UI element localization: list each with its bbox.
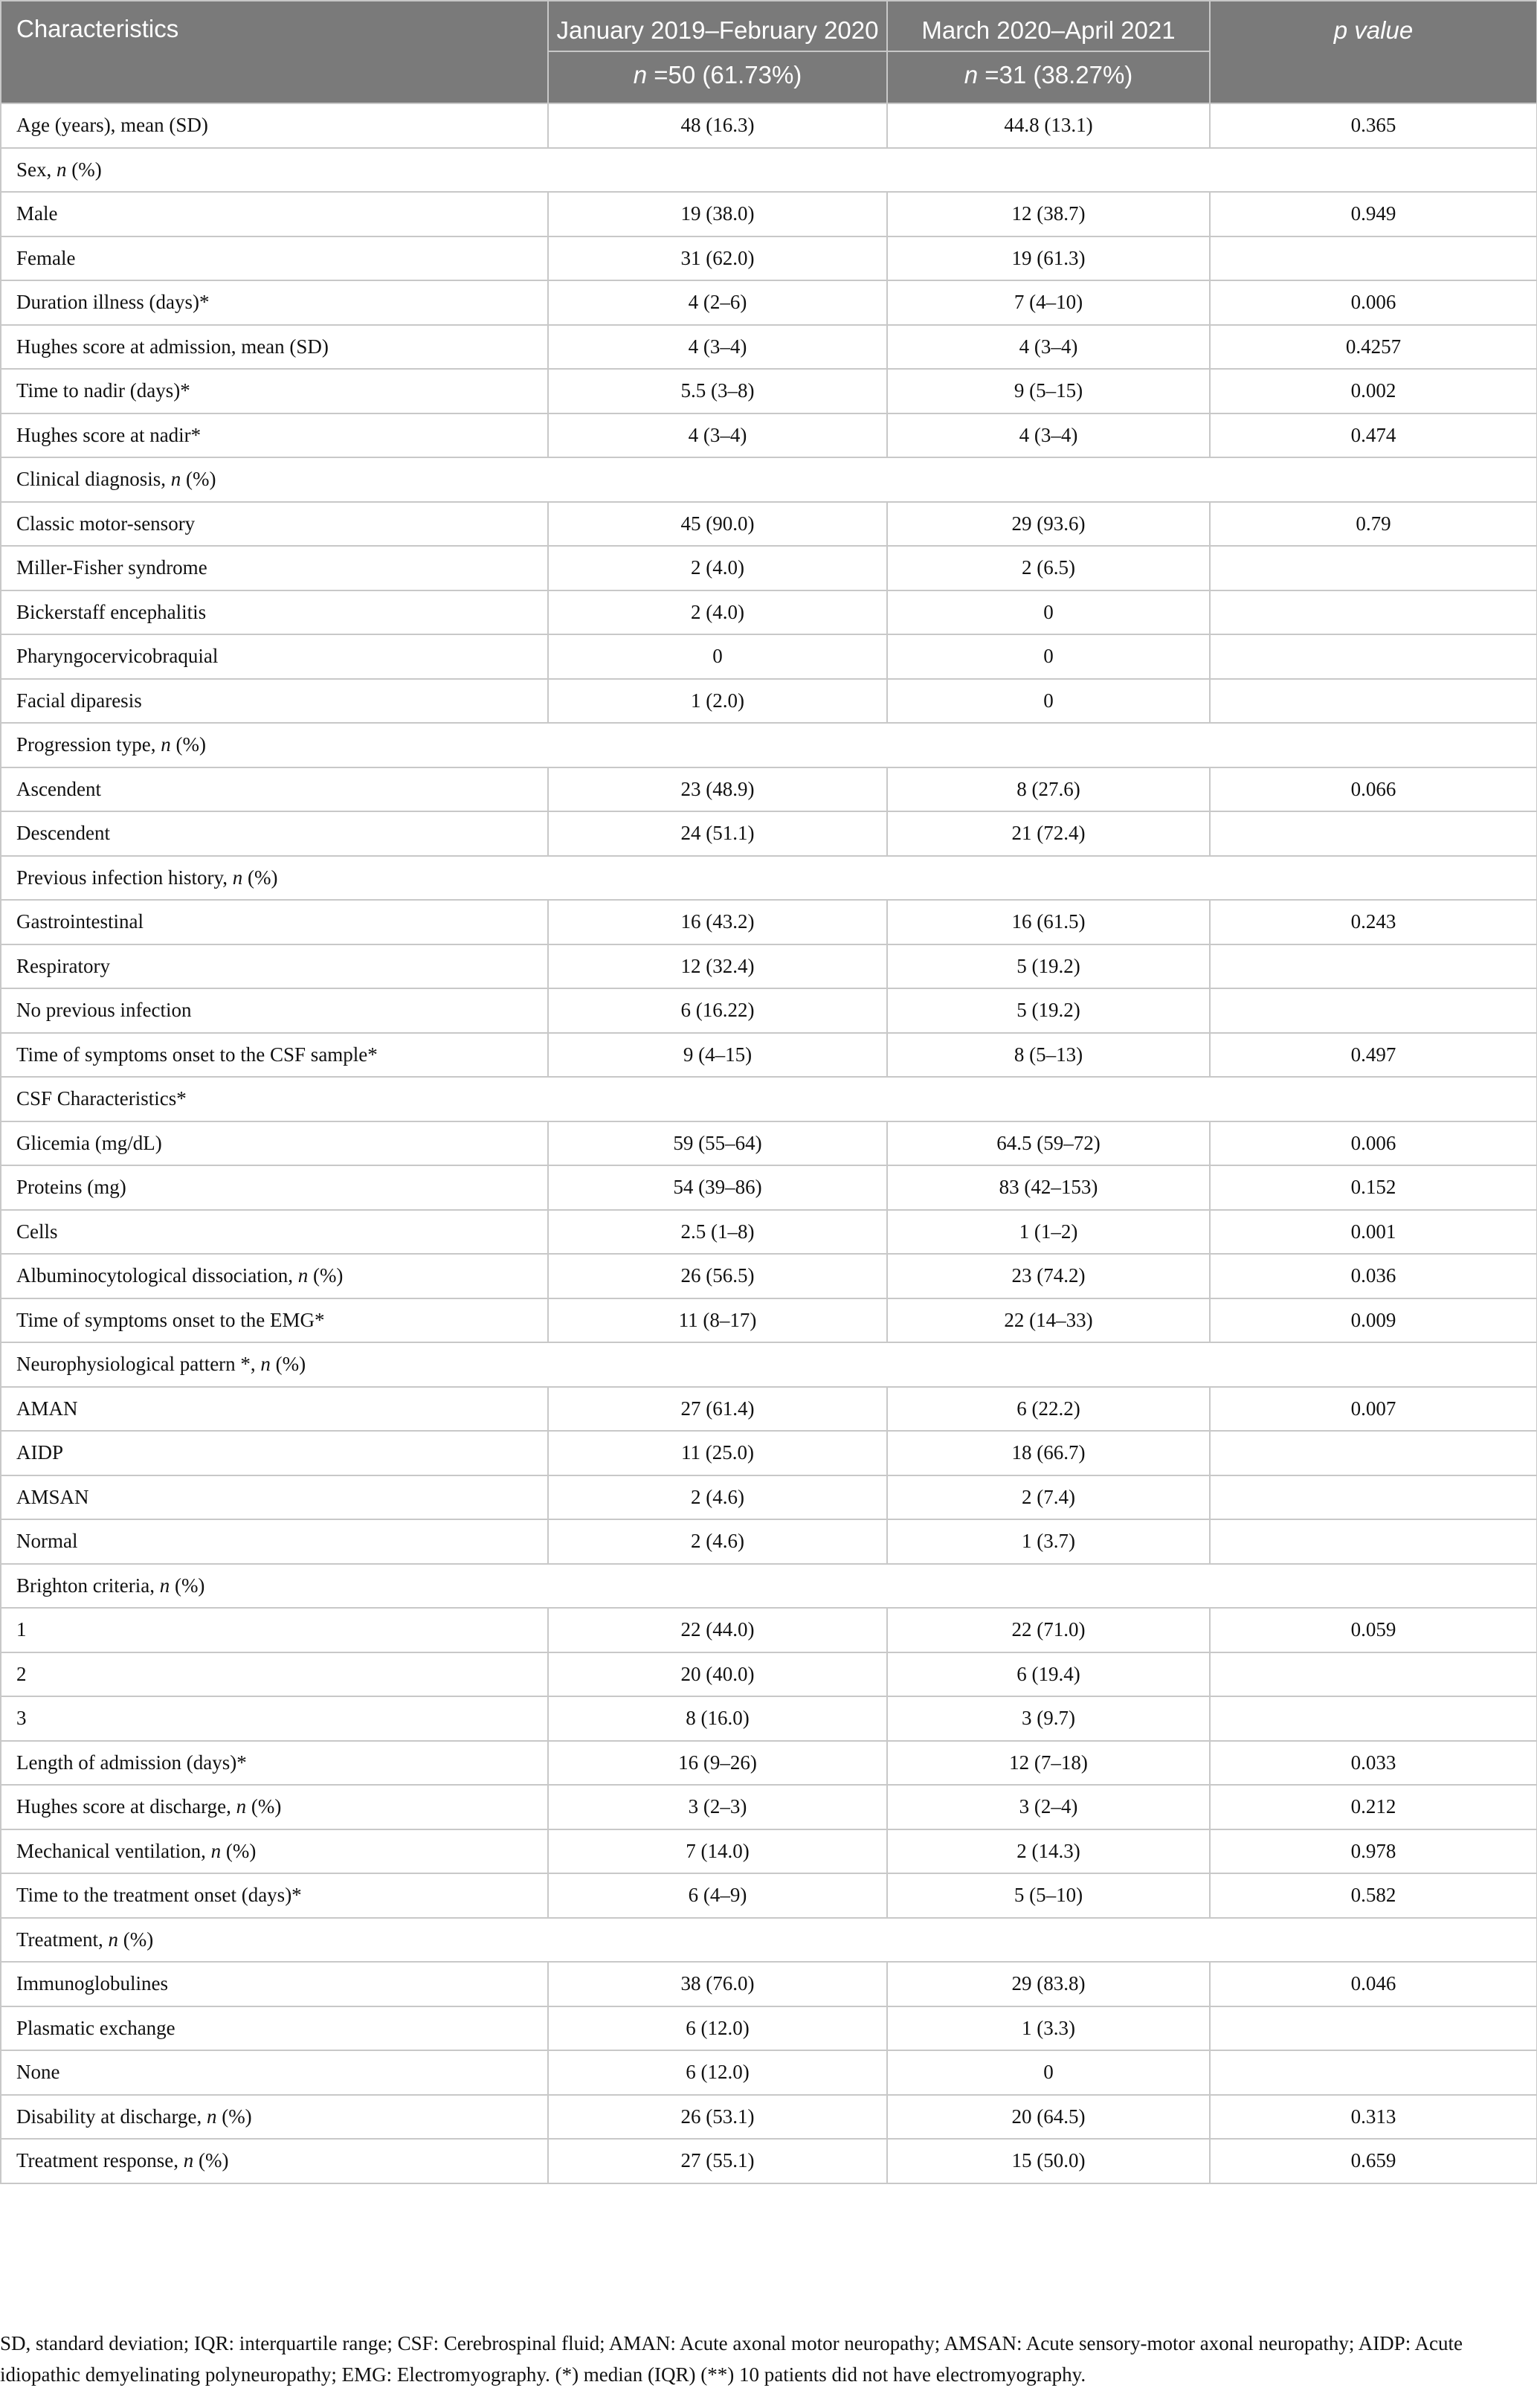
cell-p-value: 0.243 xyxy=(1210,900,1537,944)
cell-p-value: 0.046 xyxy=(1210,1962,1537,2006)
cell-period-1: 23 (48.9) xyxy=(548,767,887,812)
cell-period-1: 6 (16.22) xyxy=(548,988,887,1033)
table-row xyxy=(1,944,1537,989)
table-section-row xyxy=(1,856,1537,901)
table-row xyxy=(1,1873,1537,1918)
row-label: Time of symptoms onset to the EMG* xyxy=(1,1298,548,1343)
cell-period-1: 9 (4–15) xyxy=(548,1033,887,1078)
cell-period-1: 24 (51.1) xyxy=(548,811,887,856)
table-row xyxy=(1,1387,1537,1432)
row-label: 1 xyxy=(1,1608,548,1652)
table-row xyxy=(1,1741,1537,1786)
table-row xyxy=(1,679,1537,724)
table-row xyxy=(1,1033,1537,1078)
cell-period-2: 19 (61.3) xyxy=(887,236,1210,281)
table-row xyxy=(1,2139,1537,2183)
row-label: Time to the treatment onset (days)* xyxy=(1,1873,548,1918)
cell-p-value: 0.313 xyxy=(1210,2095,1537,2140)
cell-p-value: 0.365 xyxy=(1210,103,1537,148)
row-label: AIDP xyxy=(1,1431,548,1475)
cell-period-2: 8 (5–13) xyxy=(887,1033,1210,1078)
table-section-row xyxy=(1,723,1537,767)
cell-period-2: 1 (1–2) xyxy=(887,1210,1210,1255)
cell-p-value: 0.212 xyxy=(1210,1785,1537,1829)
cell-period-2: 9 (5–15) xyxy=(887,369,1210,413)
cell-p-value xyxy=(1210,1652,1537,1697)
table-row xyxy=(1,1254,1537,1298)
cell-period-1: 1 (2.0) xyxy=(548,679,887,724)
cell-period-2: 18 (66.7) xyxy=(887,1431,1210,1475)
cell-p-value xyxy=(1210,811,1537,856)
table-row xyxy=(1,1652,1537,1697)
cell-p-value: 0.79 xyxy=(1210,502,1537,547)
row-label: Time to nadir (days)* xyxy=(1,369,548,413)
cell-period-2: 4 (3–4) xyxy=(887,413,1210,458)
cell-p-value: 0.007 xyxy=(1210,1387,1537,1432)
cell-p-value: 0.002 xyxy=(1210,369,1537,413)
table-row xyxy=(1,1696,1537,1741)
cell-period-1: 5.5 (3–8) xyxy=(548,369,887,413)
cell-p-value: 0.033 xyxy=(1210,1741,1537,1786)
table-row xyxy=(1,1785,1537,1829)
cell-period-2: 0 xyxy=(887,590,1210,635)
cell-period-1: 4 (2–6) xyxy=(548,280,887,325)
cell-p-value xyxy=(1210,944,1537,989)
table-row xyxy=(1,2095,1537,2140)
cell-p-value xyxy=(1210,2050,1537,2095)
cell-p-value: 0.001 xyxy=(1210,1210,1537,1255)
cell-period-1: 11 (25.0) xyxy=(548,1431,887,1475)
table-row xyxy=(1,634,1537,679)
p-symbol: p value xyxy=(1333,16,1414,44)
table-row xyxy=(1,325,1537,370)
table-section-row xyxy=(1,1918,1537,1963)
cell-p-value: 0.497 xyxy=(1210,1033,1537,1078)
row-label: Descendent xyxy=(1,811,548,856)
cell-period-1: 54 (39–86) xyxy=(548,1165,887,1210)
cell-p-value: 0.006 xyxy=(1210,1121,1537,1166)
table-row xyxy=(1,369,1537,413)
cell-period-2: 44.8 (13.1) xyxy=(887,103,1210,148)
cell-period-1: 16 (43.2) xyxy=(548,900,887,944)
table-row xyxy=(1,546,1537,590)
cell-period-2: 2 (7.4) xyxy=(887,1475,1210,1520)
table-row xyxy=(1,2050,1537,2095)
cell-period-2: 20 (64.5) xyxy=(887,2095,1210,2140)
table-section-row xyxy=(1,148,1537,193)
cell-p-value: 0.582 xyxy=(1210,1873,1537,1918)
row-label: AMSAN xyxy=(1,1475,548,1520)
row-label: Treatment response, n (%) xyxy=(1,2139,548,2183)
row-label: Cells xyxy=(1,1210,548,1255)
cell-period-2: 8 (27.6) xyxy=(887,767,1210,812)
row-label: None xyxy=(1,2050,548,2095)
cell-period-2: 2 (14.3) xyxy=(887,1829,1210,1874)
cell-p-value: 0.4257 xyxy=(1210,325,1537,370)
header-p-value xyxy=(1210,1,1537,103)
cell-period-2: 29 (93.6) xyxy=(887,502,1210,547)
cell-period-2: 3 (9.7) xyxy=(887,1696,1210,1741)
table-row xyxy=(1,502,1537,547)
cell-p-value: 0.036 xyxy=(1210,1254,1537,1298)
cell-period-1: 19 (38.0) xyxy=(548,192,887,236)
cell-p-value xyxy=(1210,590,1537,635)
row-label: Immunoglobulines xyxy=(1,1962,548,2006)
cell-period-1: 2 (4.6) xyxy=(548,1475,887,1520)
header-period-2: March 2020–April 2021 xyxy=(887,1,1210,51)
cell-p-value xyxy=(1210,679,1537,724)
cell-p-value xyxy=(1210,2006,1537,2051)
row-label: Bickerstaff encephalitis xyxy=(1,590,548,635)
cell-period-2: 29 (83.8) xyxy=(887,1962,1210,2006)
row-label: Ascendent xyxy=(1,767,548,812)
row-label: Gastrointestinal xyxy=(1,900,548,944)
row-label: Female xyxy=(1,236,548,281)
cell-period-2: 15 (50.0) xyxy=(887,2139,1210,2183)
cell-period-1: 7 (14.0) xyxy=(548,1829,887,1874)
cell-period-1: 27 (61.4) xyxy=(548,1387,887,1432)
table-row xyxy=(1,236,1537,281)
cell-period-2: 23 (74.2) xyxy=(887,1254,1210,1298)
table-row xyxy=(1,1431,1537,1475)
cell-period-1: 45 (90.0) xyxy=(548,502,887,547)
cell-period-1: 48 (16.3) xyxy=(548,103,887,148)
cell-period-2: 1 (3.7) xyxy=(887,1519,1210,1564)
table-row xyxy=(1,1165,1537,1210)
cell-period-2: 21 (72.4) xyxy=(887,811,1210,856)
header-n-period-2: n =31 (38.27%) xyxy=(887,51,1210,103)
cell-p-value xyxy=(1210,1431,1537,1475)
cell-period-1: 12 (32.4) xyxy=(548,944,887,989)
table-body xyxy=(1,103,1537,2183)
cell-p-value: 0.006 xyxy=(1210,280,1537,325)
row-label: Albuminocytological dissociation, n (%) xyxy=(1,1254,548,1298)
row-label: Classic motor-sensory xyxy=(1,502,548,547)
cell-period-1: 8 (16.0) xyxy=(548,1696,887,1741)
table-section-row xyxy=(1,1564,1537,1609)
table-header xyxy=(1,1,1537,103)
row-label: Hughes score at admission, mean (SD) xyxy=(1,325,548,370)
cell-p-value: 0.066 xyxy=(1210,767,1537,812)
cell-period-2: 7 (4–10) xyxy=(887,280,1210,325)
cell-period-2: 5 (19.2) xyxy=(887,944,1210,989)
cell-period-1: 26 (53.1) xyxy=(548,2095,887,2140)
cell-p-value xyxy=(1210,1519,1537,1564)
cell-period-1: 27 (55.1) xyxy=(548,2139,887,2183)
cell-p-value: 0.949 xyxy=(1210,192,1537,236)
table-row xyxy=(1,1210,1537,1255)
section-label: Sex, n (%) xyxy=(1,148,1537,193)
cell-period-2: 0 xyxy=(887,2050,1210,2095)
cell-p-value: 0.009 xyxy=(1210,1298,1537,1343)
cell-period-1: 2 (4.0) xyxy=(548,546,887,590)
table-row xyxy=(1,1475,1537,1520)
cell-period-1: 4 (3–4) xyxy=(548,413,887,458)
section-label: CSF Characteristics* xyxy=(1,1077,1537,1121)
cell-p-value xyxy=(1210,1696,1537,1741)
table-row xyxy=(1,1298,1537,1343)
cell-p-value xyxy=(1210,988,1537,1033)
row-label: Disability at discharge, n (%) xyxy=(1,2095,548,2140)
table-section-row xyxy=(1,457,1537,502)
cell-period-2: 6 (19.4) xyxy=(887,1652,1210,1697)
cell-period-2: 22 (14–33) xyxy=(887,1298,1210,1343)
table-row xyxy=(1,280,1537,325)
cell-period-1: 20 (40.0) xyxy=(548,1652,887,1697)
cell-period-1: 22 (44.0) xyxy=(548,1608,887,1652)
table-row xyxy=(1,1962,1537,2006)
row-label: 2 xyxy=(1,1652,548,1697)
row-label: Hughes score at discharge, n (%) xyxy=(1,1785,548,1829)
cell-period-1: 6 (12.0) xyxy=(548,2006,887,2051)
row-label: Length of admission (days)* xyxy=(1,1741,548,1786)
table-row xyxy=(1,900,1537,944)
section-label: Previous infection history, n (%) xyxy=(1,856,1537,901)
row-label: 3 xyxy=(1,1696,548,1741)
cell-period-1: 2 (4.6) xyxy=(548,1519,887,1564)
cell-period-2: 16 (61.5) xyxy=(887,900,1210,944)
cell-period-2: 1 (3.3) xyxy=(887,2006,1210,2051)
cell-period-2: 4 (3–4) xyxy=(887,325,1210,370)
table-row xyxy=(1,2006,1537,2051)
cell-period-2: 83 (42–153) xyxy=(887,1165,1210,1210)
cell-p-value xyxy=(1210,1475,1537,1520)
cell-period-2: 5 (19.2) xyxy=(887,988,1210,1033)
table-section-row xyxy=(1,1342,1537,1387)
cell-period-2: 0 xyxy=(887,634,1210,679)
cell-p-value: 0.978 xyxy=(1210,1829,1537,1874)
table-row xyxy=(1,1121,1537,1166)
cell-period-1: 38 (76.0) xyxy=(548,1962,887,2006)
row-label: Time of symptoms onset to the CSF sample* xyxy=(1,1033,548,1078)
row-label: Hughes score at nadir* xyxy=(1,413,548,458)
cell-period-2: 5 (5–10) xyxy=(887,1873,1210,1918)
cell-period-2: 12 (7–18) xyxy=(887,1741,1210,1786)
table-row xyxy=(1,1519,1537,1564)
cell-period-1: 2.5 (1–8) xyxy=(548,1210,887,1255)
cell-period-1: 11 (8–17) xyxy=(548,1298,887,1343)
cell-period-1: 31 (62.0) xyxy=(548,236,887,281)
table-row xyxy=(1,988,1537,1033)
table-row xyxy=(1,413,1537,458)
cell-period-1: 3 (2–3) xyxy=(548,1785,887,1829)
section-label: Brighton criteria, n (%) xyxy=(1,1564,1537,1609)
row-label: Glicemia (mg/dL) xyxy=(1,1121,548,1166)
cell-period-2: 12 (38.7) xyxy=(887,192,1210,236)
row-label: Facial diparesis xyxy=(1,679,548,724)
row-label: Normal xyxy=(1,1519,548,1564)
row-label: Mechanical ventilation, n (%) xyxy=(1,1829,548,1874)
cell-period-1: 4 (3–4) xyxy=(548,325,887,370)
row-label: Pharyngocervicobraquial xyxy=(1,634,548,679)
cell-period-1: 16 (9–26) xyxy=(548,1741,887,1786)
cell-period-1: 59 (55–64) xyxy=(548,1121,887,1166)
cell-period-2: 64.5 (59–72) xyxy=(887,1121,1210,1166)
header-n-period-1: n =50 (61.73%) xyxy=(548,51,887,103)
section-label: Neurophysiological pattern *, n (%) xyxy=(1,1342,1537,1387)
row-label: Proteins (mg) xyxy=(1,1165,548,1210)
cell-period-2: 2 (6.5) xyxy=(887,546,1210,590)
cell-period-1: 2 (4.0) xyxy=(548,590,887,635)
row-label: Respiratory xyxy=(1,944,548,989)
table-row xyxy=(1,1608,1537,1652)
section-label: Clinical diagnosis, n (%) xyxy=(1,457,1537,502)
table-section-row xyxy=(1,1077,1537,1121)
row-label: Male xyxy=(1,192,548,236)
header-characteristics: Characteristics xyxy=(1,1,548,103)
table-footnote: SD, standard deviation; IQR: interquartile range; CSF: Cerebrospinal fluid; AMAN: Acute axonal motor neuropathy; AMSAN: Acute sensory-motor axonal neuropathy; AIDP: Acute idiopathic demyelinating polyneuropathy; EMG: Electromyography. (*) median (IQR) (**) 10 patients did not have electromyography. xyxy=(0,2332,1463,2386)
cell-period-1: 26 (56.5) xyxy=(548,1254,887,1298)
cell-p-value: 0.659 xyxy=(1210,2139,1537,2183)
row-label: Age (years), mean (SD) xyxy=(1,103,548,148)
cell-period-1: 6 (4–9) xyxy=(548,1873,887,1918)
table-row xyxy=(1,590,1537,635)
cell-period-2: 22 (71.0) xyxy=(887,1608,1210,1652)
row-label: Duration illness (days)* xyxy=(1,280,548,325)
table-row xyxy=(1,103,1537,148)
table-row xyxy=(1,767,1537,812)
header-period-1: January 2019–February 2020 xyxy=(548,1,887,51)
cell-period-1: 6 (12.0) xyxy=(548,2050,887,2095)
cell-p-value xyxy=(1210,546,1537,590)
cell-period-2: 6 (22.2) xyxy=(887,1387,1210,1432)
cell-period-2: 0 xyxy=(887,679,1210,724)
cell-period-2: 3 (2–4) xyxy=(887,1785,1210,1829)
table-row xyxy=(1,1829,1537,1874)
cell-p-value xyxy=(1210,236,1537,281)
row-label: Plasmatic exchange xyxy=(1,2006,548,2051)
row-label: No previous infection xyxy=(1,988,548,1033)
cell-p-value: 0.474 xyxy=(1210,413,1537,458)
cell-p-value: 0.152 xyxy=(1210,1165,1537,1210)
row-label: Miller-Fisher syndrome xyxy=(1,546,548,590)
table-row xyxy=(1,811,1537,856)
section-label: Progression type, n (%) xyxy=(1,723,1537,767)
cell-p-value: 0.059 xyxy=(1210,1608,1537,1652)
table-row xyxy=(1,192,1537,236)
section-label: Treatment, n (%) xyxy=(1,1918,1537,1963)
row-label: AMAN xyxy=(1,1387,548,1432)
cell-period-1: 0 xyxy=(548,634,887,679)
cell-p-value xyxy=(1210,634,1537,679)
